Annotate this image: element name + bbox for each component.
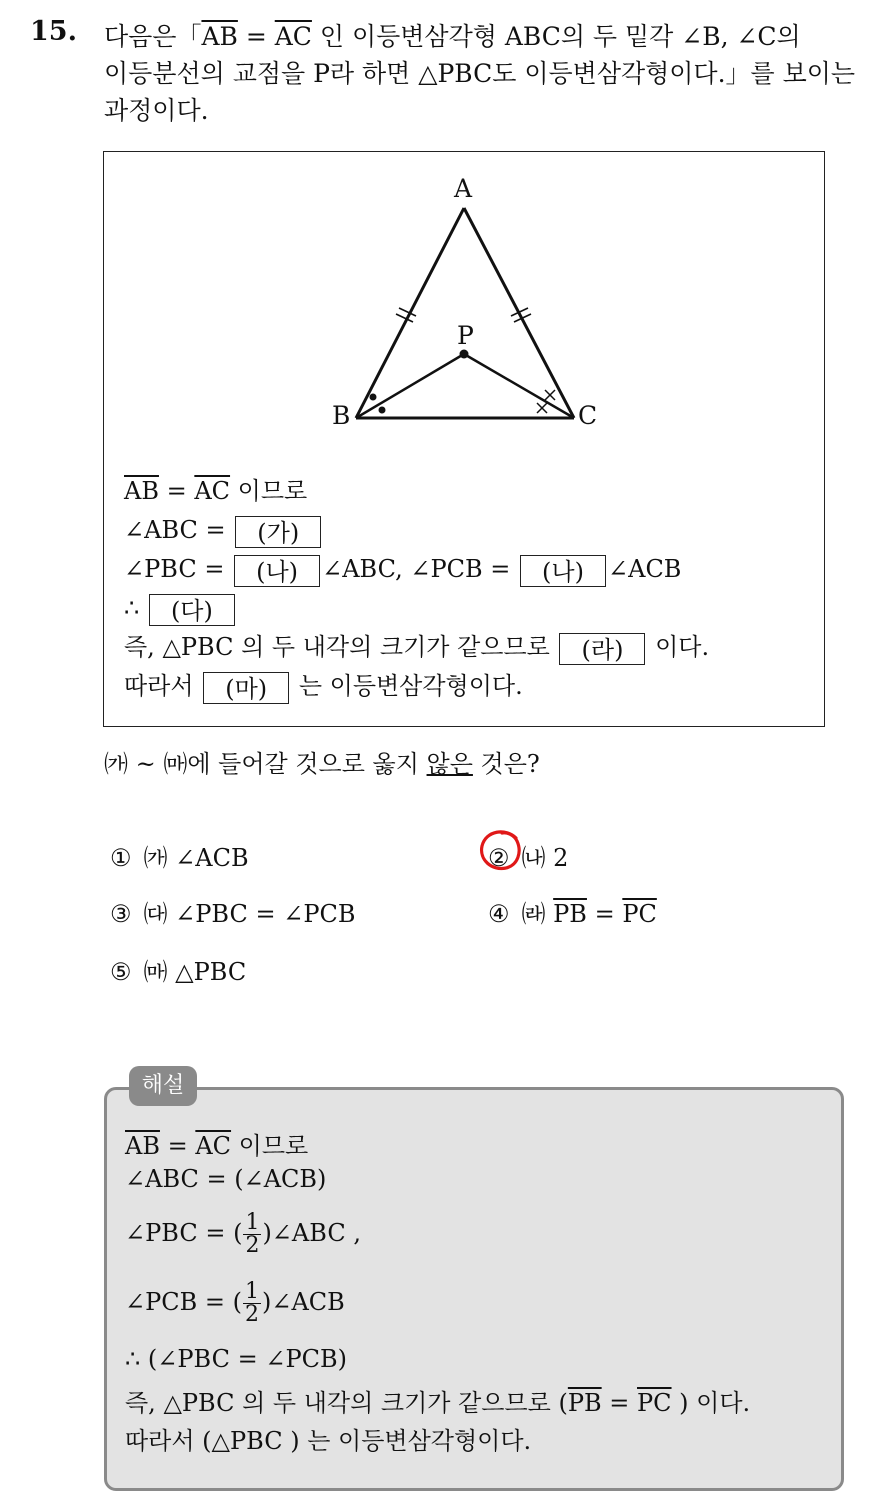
- solution-line-1-tail: 이므로: [231, 1132, 309, 1160]
- point-p-dot: [460, 350, 469, 359]
- blank-ga: (가): [235, 516, 321, 548]
- solution-line-2: ∠ABC = (∠ACB): [125, 1165, 327, 1193]
- choice-4[interactable]: [488, 894, 657, 929]
- proof-line-5-tail: 이다.: [647, 633, 710, 661]
- proof-line-1-tail: 이므로: [230, 477, 308, 505]
- choice-1[interactable]: [110, 838, 249, 873]
- blank-ra: (라): [559, 633, 645, 665]
- proof-line-3-mid: ∠ABC, ∠PCB =: [322, 555, 518, 583]
- solution-line-6: [125, 1383, 750, 1418]
- proof-line-6-tail: 는 이등변삼각형이다.: [291, 672, 523, 700]
- segment-pb: $\overline{PB}$: [567, 1389, 602, 1417]
- question-line-1: [104, 17, 801, 53]
- segment-ab: $\overline{AB}$: [124, 477, 159, 505]
- angle-mark-dot-1: [370, 394, 377, 401]
- choice-3[interactable]: [110, 894, 355, 929]
- proof-line-6-head: 따라서: [124, 672, 202, 700]
- equals-sign: =: [158, 477, 195, 505]
- prompt-head: ㈎ ~ ㈒에 들어갈 것으로 옳지: [104, 750, 427, 778]
- answer-mark-circle-icon: [476, 826, 526, 876]
- question-line-2: 이등분선의 교점을 P라 하면 △PBC도 이등변삼각형이다.」를 보이는: [104, 59, 856, 88]
- choice-1-number: ①: [110, 844, 132, 872]
- fraction-one-half: [243, 1281, 261, 1326]
- fraction-denominator: 2: [245, 1302, 259, 1327]
- solution-line-6-tail: ) 이다.: [671, 1389, 751, 1417]
- segment-ab: $\overline{AB}$: [201, 22, 238, 51]
- choice-4-number: ④: [488, 900, 510, 928]
- proof-line-3-head: ∠PBC =: [124, 555, 233, 583]
- solution-line-4-head: ∠PCB = (: [125, 1288, 242, 1316]
- choice-5-number: ⑤: [110, 958, 132, 986]
- proof-line-3: [124, 552, 681, 586]
- blank-na-1: (나): [234, 555, 320, 587]
- solution-line-3-head: ∠PBC = (: [125, 1219, 243, 1247]
- proof-line-5: [124, 630, 709, 664]
- solution-line-6-head: 즉, △PBC 의 두 내각의 크기가 같으므로 (: [125, 1389, 568, 1417]
- choice-4-prefix: ㈑: [521, 900, 554, 928]
- proof-line-5-head: 즉, △PBC 의 두 내각의 크기가 같으므로: [124, 633, 558, 661]
- equals-sign: =: [586, 900, 623, 928]
- fraction-denominator: 2: [245, 1233, 260, 1258]
- angle-mark-dot-2: [379, 407, 386, 414]
- solution-line-3: [125, 1212, 361, 1257]
- choice-3-text: ㈐ ∠PBC = ∠PCB: [143, 900, 356, 928]
- blank-da: (다): [149, 594, 235, 626]
- question-line-3: 과정이다.: [104, 96, 209, 125]
- solution-line-3-tail: )∠ABC ,: [262, 1219, 361, 1247]
- proof-line-1: [124, 474, 307, 508]
- proof-line-2: [124, 513, 323, 547]
- solution-line-5: ∴ (∠PBC = ∠PCB): [125, 1345, 347, 1373]
- equals-sign: =: [601, 1389, 638, 1417]
- question-prompt: [104, 744, 540, 779]
- choice-5[interactable]: [110, 952, 246, 987]
- fraction-numerator: 1: [245, 1279, 259, 1304]
- question-line-1-prefix: 다음은「: [104, 22, 202, 51]
- prompt-tail: 것은?: [472, 750, 540, 778]
- label-c: C: [578, 401, 598, 430]
- solution-tag: 해설: [129, 1066, 197, 1106]
- segment-ac: $\overline{AC}$: [195, 1132, 232, 1160]
- choice-1-text: ㈎ ∠ACB: [143, 844, 249, 872]
- segment-pc: $\overline{PC}$: [622, 900, 657, 928]
- segment-pc: $\overline{PC}$: [637, 1389, 672, 1417]
- solution-line-1: [125, 1126, 308, 1161]
- segment-ac: $\overline{AC}$: [274, 22, 312, 51]
- question-number: 15.: [30, 16, 77, 47]
- label-b: B: [332, 401, 351, 430]
- segment-pb: $\overline{PB}$: [553, 900, 587, 928]
- choice-5-text: ㈒ △PBC: [143, 958, 247, 986]
- equals-sign: =: [237, 22, 275, 51]
- choice-2-text: ㈏ 2: [521, 844, 569, 872]
- proof-line-3-tail: ∠ACB: [608, 555, 682, 583]
- proof-line-4: [124, 591, 237, 625]
- fraction-one-half: [243, 1212, 261, 1257]
- blank-na-2: (나): [520, 555, 606, 587]
- choice-2-number: ②: [488, 844, 510, 872]
- blank-ma: (마): [203, 672, 289, 704]
- question-line-1-suffix: 인 이등변삼각형 ABC의 두 밑각 ∠B, ∠C의: [311, 22, 801, 51]
- segment-ac: $\overline{AC}$: [194, 477, 231, 505]
- proof-line-4-head: ∴: [124, 594, 147, 622]
- prompt-underlined: 않은: [426, 750, 473, 778]
- label-p: P: [457, 321, 474, 350]
- tick-marks: [396, 308, 531, 322]
- segment-ab: $\overline{AB}$: [125, 1132, 160, 1160]
- fraction-numerator: 1: [245, 1210, 260, 1235]
- proof-line-6: [124, 669, 523, 703]
- equals-sign: =: [159, 1132, 196, 1160]
- solution-line-7: 따라서 (△PBC ) 는 이등변삼각형이다.: [125, 1427, 532, 1455]
- proof-line-2-head: ∠ABC =: [124, 516, 234, 544]
- triangle-figure: [320, 170, 620, 440]
- solution-line-4: [125, 1281, 345, 1326]
- label-a: A: [454, 174, 473, 203]
- choice-3-number: ③: [110, 900, 132, 928]
- solution-line-4-tail: )∠ACB: [262, 1288, 345, 1316]
